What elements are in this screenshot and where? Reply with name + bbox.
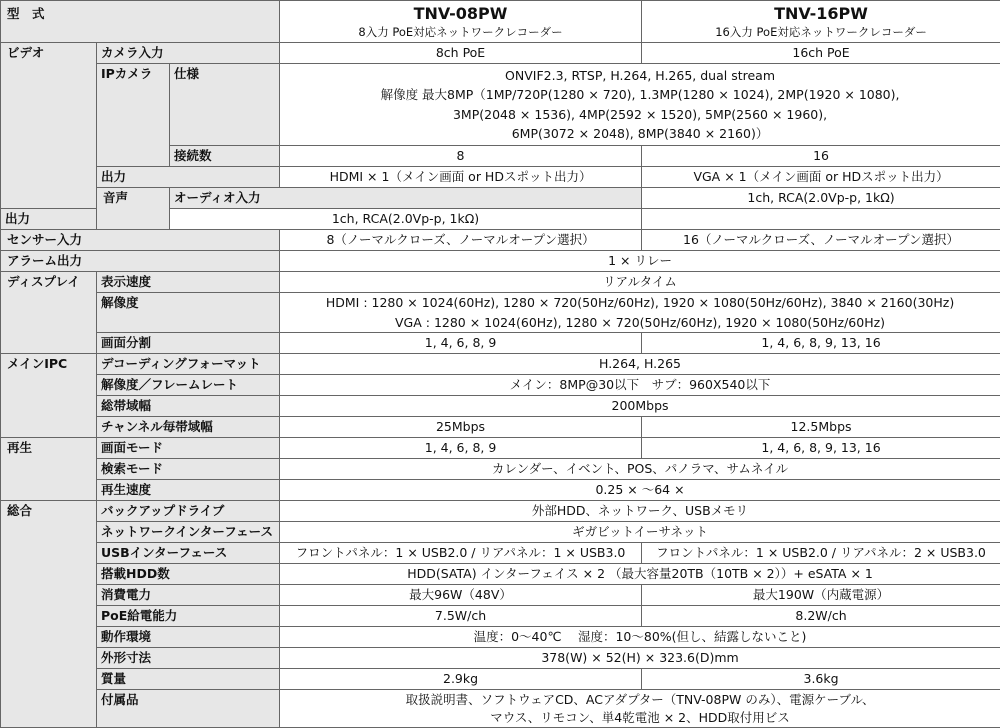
value-weight-16: 3.6kg <box>642 669 1000 690</box>
model-tnv-08pw-header <box>280 1 642 43</box>
value-power-consumption-08: 最大96W（48V） <box>280 585 642 606</box>
value-video-output-08: HDMI × 1（メイン画面 or HDスポット出力） <box>280 167 642 188</box>
value-screen-split-08: 1, 4, 6, 8, 9 <box>280 333 642 354</box>
value-channel-bandwidth-16: 12.5Mbps <box>642 417 1000 438</box>
value-channel-bandwidth-08: 25Mbps <box>280 417 642 438</box>
category-video: ビデオ <box>1 43 97 209</box>
value-screen-split-16: 1, 4, 6, 8, 9, 13, 16 <box>642 333 1000 354</box>
label-display-resolution: 解像度 <box>97 293 280 333</box>
label-alarm-output: アラーム出力 <box>1 251 280 272</box>
label-audio-output: 出力 <box>1 209 170 230</box>
value-network-interface: ギガビットイーサネット <box>280 522 1000 543</box>
value-ip-camera-spec <box>280 64 1000 146</box>
category-general: 総合 <box>1 501 97 728</box>
resolution-line: HDMI : 1280 × 1024(60Hz), 1280 × 720(50Hz/60Hz), 1920 × 1080(50Hz/60Hz), 3840 × 2160(30Hz) <box>325 295 955 310</box>
label-backup-drive: バックアップドライブ <box>97 501 280 522</box>
label-hdd-count: 搭載HDD数 <box>97 564 280 585</box>
accessories-line: 取扱説明書、ソフトウェアCD、ACアダプター（TNV-08PW のみ）、電源ケーブル、 <box>405 691 875 707</box>
value-audio-input: 1ch, RCA(2.0Vp-p, 1kΩ) <box>642 188 1000 209</box>
label-operating-environment: 動作環境 <box>97 627 280 648</box>
value-playback-speed: 0.25 × 〜64 × <box>280 480 1000 501</box>
model-tnv-16pw-header <box>642 1 1000 43</box>
value-resolution-framerate: メイン：8MP@30以下 サブ：960X540以下 <box>280 375 1000 396</box>
label-total-bandwidth: 総帯域幅 <box>97 396 280 417</box>
accessories-line: マウス、リモコン、単4乾電池 × 2、HDD取付用ビス <box>490 709 790 725</box>
value-accessories <box>280 690 1000 728</box>
label-network-interface: ネットワークインターフェース <box>97 522 280 543</box>
value-backup-drive: 外部HDD、ネットワーク、USBメモリ <box>280 501 1000 522</box>
value-connections-16: 16 <box>642 146 1000 167</box>
model-header-label: 型 式 <box>1 1 280 43</box>
value-display-speed: リアルタイム <box>280 272 1000 293</box>
label-sensor-input: センサー入力 <box>1 230 280 251</box>
label-resolution-framerate: 解像度／フレームレート <box>97 375 280 396</box>
value-operating-environment: 温度：0〜40℃ 湿度：10〜80%(但し、結露しないこと) <box>280 627 1000 648</box>
label-spec: 仕様 <box>170 64 280 146</box>
label-playback-speed: 再生速度 <box>97 480 280 501</box>
label-display-speed: 表示速度 <box>97 272 280 293</box>
value-camera-input-08: 8ch PoE <box>280 43 642 64</box>
value-playback-screen-mode-16: 1, 4, 6, 8, 9, 13, 16 <box>642 438 1000 459</box>
value-camera-input-16: 16ch PoE <box>642 43 1000 64</box>
category-audio: 音声 <box>97 188 170 230</box>
label-weight: 質量 <box>97 669 280 690</box>
value-usb-interface-08: フロントパネル：1 × USB2.0 / リアパネル：1 × USB3.0 <box>280 543 642 564</box>
value-poe-capacity-08: 7.5W/ch <box>280 606 642 627</box>
label-accessories: 付属品 <box>97 690 280 728</box>
spec-line: 6MP(3072 × 2048), 8MP(3840 × 2160)） <box>511 126 769 141</box>
value-sensor-input-08: 8（ノーマルクローズ、ノーマルオープン選択） <box>280 230 642 251</box>
label-channel-bandwidth: チャンネル毎帯域幅 <box>97 417 280 438</box>
spec-line: ONVIF2.3, RTSP, H.264, H.265, dual stream <box>505 67 776 83</box>
category-playback: 再生 <box>1 438 97 501</box>
resolution-line: VGA : 1280 × 1024(60Hz), 1280 × 720(50Hz/60Hz), 1920 × 1080(50Hz/60Hz) <box>395 314 886 330</box>
spec-line: 解像度 最大8MP（1MP/720P(1280 × 720), 1.3MP(1280 × 1024), 2MP(1920 × 1080), <box>380 87 900 102</box>
model-name: TNV-08PW <box>413 3 508 23</box>
value-audio-output: 1ch, RCA(2.0Vp-p, 1kΩ) <box>170 209 642 230</box>
value-usb-interface-16: フロントパネル：1 × USB2.0 / リアパネル：2 × USB3.0 <box>642 543 1000 564</box>
value-playback-screen-mode-08: 1, 4, 6, 8, 9 <box>280 438 642 459</box>
value-display-resolution <box>280 293 1000 333</box>
value-weight-08: 2.9kg <box>280 669 642 690</box>
value-alarm-output: 1 × リレー <box>280 251 1000 272</box>
model-name: TNV-16PW <box>774 3 868 23</box>
label-search-mode: 検索モード <box>97 459 280 480</box>
value-sensor-input-16: 16（ノーマルクローズ、ノーマルオープン選択） <box>642 230 1000 251</box>
label-audio-input: オーディオ入力 <box>170 188 642 209</box>
value-dimensions: 378(W) × 52(H) × 323.6(D)mm <box>280 648 1000 669</box>
category-display: ディスプレイ <box>1 272 97 354</box>
label-playback-screen-mode: 画面モード <box>97 438 280 459</box>
label-video-output: 出力 <box>97 167 280 188</box>
category-main-ipc: メインIPC <box>1 354 97 438</box>
value-video-output-16: VGA × 1（メイン画面 or HDスポット出力） <box>642 167 1000 188</box>
value-hdd-count: HDD(SATA) インターフェイス × 2 （最大容量20TB（10TB × 2））+ eSATA × 1 <box>280 564 1000 585</box>
model-desc: 8入力 PoE対応ネットワークレコーダー <box>358 24 563 39</box>
label-screen-split: 画面分割 <box>97 333 280 354</box>
spec-line: 3MP(2048 × 1536), 4MP(2592 × 1520), 5MP(2560 × 1960), <box>452 106 828 122</box>
label-poe-capacity: PoE給電能力 <box>97 606 280 627</box>
value-poe-capacity-16: 8.2W/ch <box>642 606 1000 627</box>
value-connections-08: 8 <box>280 146 642 167</box>
value-search-mode: カレンダー、イベント、POS、パノラマ、サムネイル <box>280 459 1000 480</box>
label-connections: 接続数 <box>170 146 280 167</box>
label-usb-interface: USBインターフェース <box>97 543 280 564</box>
label-dimensions: 外形寸法 <box>97 648 280 669</box>
label-ip-camera: IPカメラ <box>97 64 170 167</box>
label-camera-input: カメラ入力 <box>97 43 280 64</box>
value-total-bandwidth: 200Mbps <box>280 396 1000 417</box>
value-decode-format: H.264, H.265 <box>280 354 1000 375</box>
model-desc: 16入力 PoE対応ネットワークレコーダー <box>715 24 927 39</box>
label-decode-format: デコーディングフォーマット <box>97 354 280 375</box>
value-power-consumption-16: 最大190W（内蔵電源） <box>642 585 1000 606</box>
label-power-consumption: 消費電力 <box>97 585 280 606</box>
